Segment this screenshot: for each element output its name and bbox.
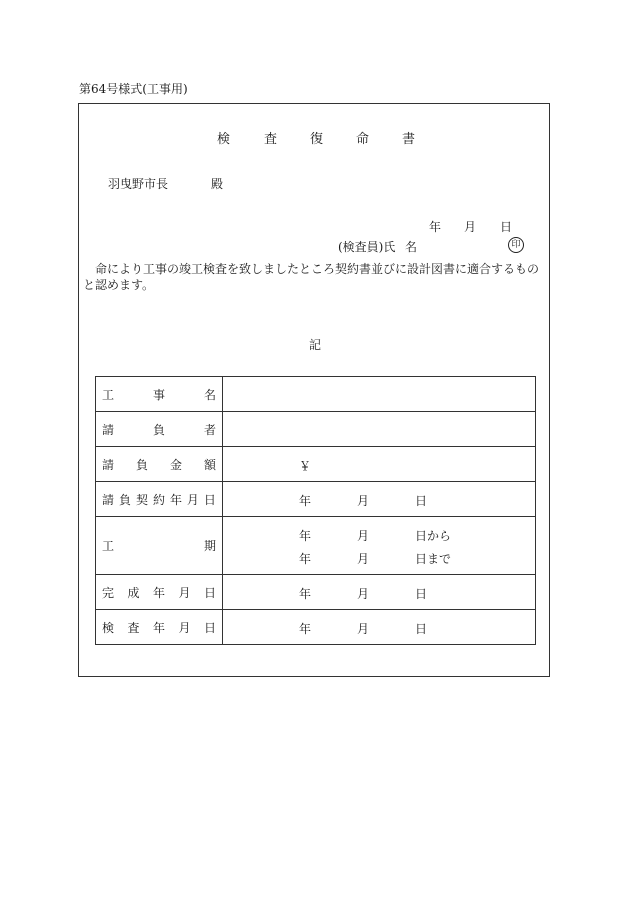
day-char: 日 bbox=[415, 622, 428, 636]
label-char: 査 bbox=[127, 620, 140, 635]
honorific: 殿 bbox=[211, 177, 224, 191]
label-char: 請 bbox=[102, 457, 115, 472]
label-char: 負 bbox=[135, 457, 148, 472]
period-value bbox=[223, 517, 536, 575]
label-char: 完 bbox=[102, 585, 115, 600]
name-label: 名 bbox=[405, 240, 418, 254]
contract-amount-value bbox=[223, 447, 536, 482]
label-char: 年 bbox=[169, 492, 182, 507]
label-char: 月 bbox=[186, 492, 199, 507]
month-char: 月 bbox=[357, 529, 370, 543]
title-char: 書 bbox=[402, 132, 416, 147]
contractor-value bbox=[223, 412, 536, 447]
label-char: 年 bbox=[152, 585, 165, 600]
label-char: 検 bbox=[102, 620, 115, 635]
day-until: 日まで bbox=[415, 552, 452, 566]
table-row bbox=[96, 517, 536, 575]
label-char: 成 bbox=[127, 585, 140, 600]
row-label-period bbox=[96, 517, 223, 575]
title-char: 検 bbox=[217, 132, 231, 147]
form-number: 第64号様式(工事用) bbox=[79, 82, 188, 96]
addressee: 羽曳野市長 bbox=[108, 177, 169, 191]
table-row bbox=[96, 377, 536, 412]
row-label-contractor bbox=[96, 412, 223, 447]
label-char: 契 bbox=[135, 492, 148, 507]
label-char: 工 bbox=[102, 387, 115, 402]
table-row bbox=[96, 482, 536, 517]
seal-mark: 印 bbox=[508, 237, 524, 253]
month-char: 月 bbox=[357, 587, 370, 601]
title-char: 復 bbox=[310, 132, 324, 147]
row-label-completion-date bbox=[96, 575, 223, 610]
title-char: 査 bbox=[264, 132, 278, 147]
month-char: 月 bbox=[357, 552, 370, 566]
year-char: 年 bbox=[299, 529, 312, 543]
label-char: 年 bbox=[152, 620, 165, 635]
label-char: 負 bbox=[152, 422, 165, 437]
table-row bbox=[96, 610, 536, 645]
ki-heading: 記 bbox=[309, 338, 322, 352]
label-char: 事 bbox=[152, 387, 165, 402]
currency-symbol: ￥ bbox=[299, 459, 312, 473]
label-char: 期 bbox=[203, 539, 216, 553]
label-char: 日 bbox=[203, 492, 216, 507]
row-label-contract-date bbox=[96, 482, 223, 517]
label-char: 額 bbox=[203, 457, 216, 472]
table-row bbox=[96, 412, 536, 447]
day-from: 日から bbox=[415, 529, 452, 543]
label-char: 月 bbox=[178, 585, 191, 600]
row-label-construction-name bbox=[96, 377, 223, 412]
label-char: 負 bbox=[118, 492, 131, 507]
date-month: 月 bbox=[464, 220, 477, 234]
label-char: 日 bbox=[203, 585, 216, 600]
inspector-label: (検査員)氏 bbox=[338, 240, 396, 254]
label-char: 請 bbox=[102, 422, 115, 437]
year-char: 年 bbox=[299, 587, 312, 601]
label-char: 月 bbox=[178, 620, 191, 635]
inspection-date-value bbox=[223, 610, 536, 645]
label-char: 約 bbox=[152, 492, 165, 507]
year-char: 年 bbox=[299, 494, 312, 508]
detail-table bbox=[95, 376, 536, 645]
table-row bbox=[96, 447, 536, 482]
body-text: 命により工事の竣工検査を致しましたところ契約書並びに設計図書に適合するものと認めます。 bbox=[83, 262, 540, 292]
label-char: 金 bbox=[169, 457, 182, 472]
date-day: 日 bbox=[500, 220, 513, 234]
month-char: 月 bbox=[357, 622, 370, 636]
date-year: 年 bbox=[429, 220, 442, 234]
label-char: 請 bbox=[102, 492, 115, 507]
label-char: 日 bbox=[203, 620, 216, 635]
day-char: 日 bbox=[415, 494, 428, 508]
contract-date-value bbox=[223, 482, 536, 517]
day-char: 日 bbox=[415, 587, 428, 601]
month-char: 月 bbox=[357, 494, 370, 508]
document-title bbox=[0, 128, 630, 148]
completion-date-value bbox=[223, 575, 536, 610]
label-char: 名 bbox=[203, 387, 216, 402]
table-row bbox=[96, 575, 536, 610]
label-char: 者 bbox=[203, 422, 216, 437]
row-label-contract-amount bbox=[96, 447, 223, 482]
label-char: 工 bbox=[102, 539, 115, 553]
year-char: 年 bbox=[299, 622, 312, 636]
year-char: 年 bbox=[299, 552, 312, 566]
title-char: 命 bbox=[356, 132, 370, 147]
construction-name-value bbox=[223, 377, 536, 412]
row-label-inspection-date bbox=[96, 610, 223, 645]
